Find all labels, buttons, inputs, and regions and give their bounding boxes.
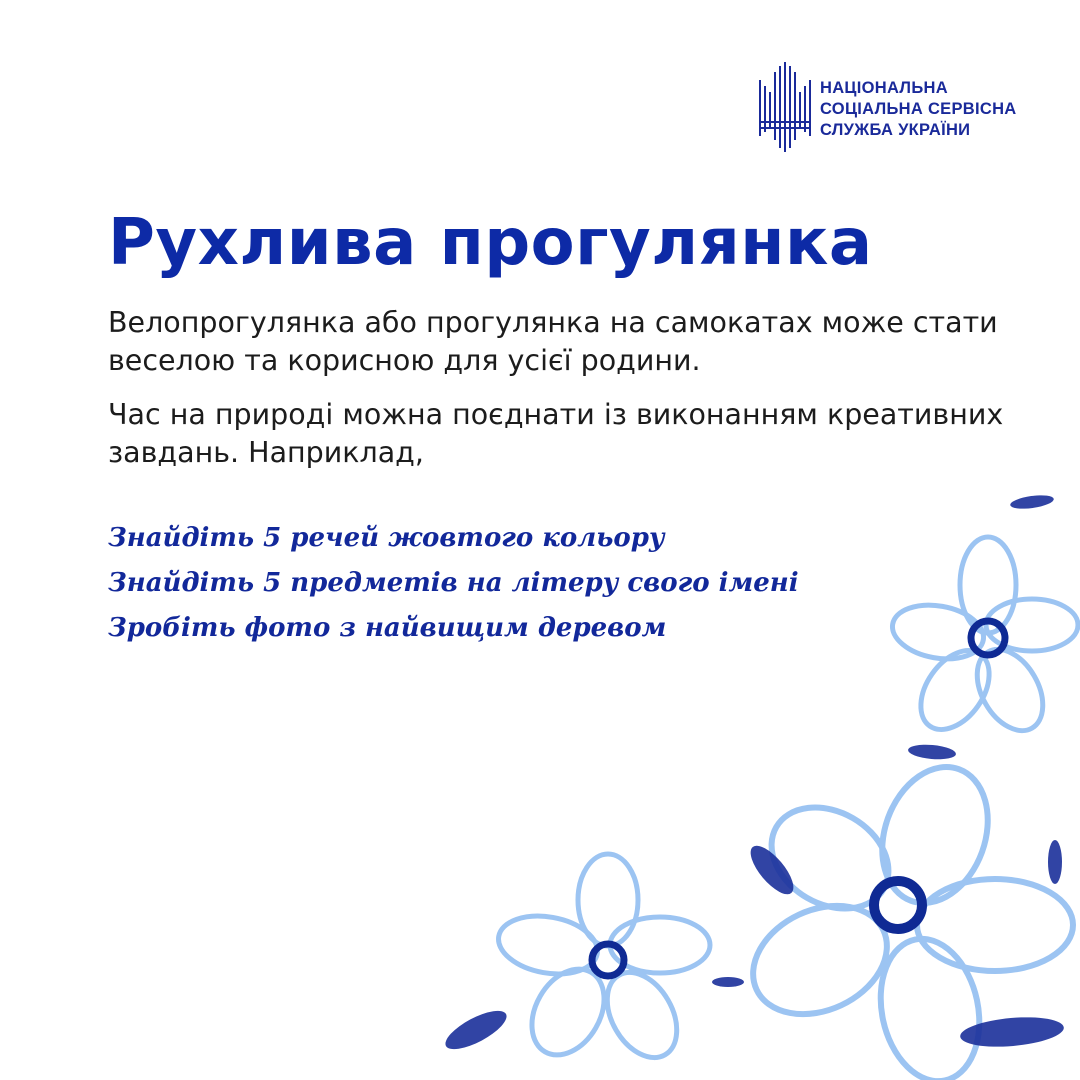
big-flower-icon bbox=[735, 752, 1073, 1080]
task-item-yellow: Знайдіть 5 речей жовтого кольору bbox=[108, 523, 665, 553]
logo-line-3: СЛУЖБА УКРАЇНИ bbox=[820, 121, 971, 139]
task-item-letter: Знайдіть 5 предметів на літеру свого імені bbox=[108, 568, 799, 598]
intro-paragraph: Велопрогулянка або прогулянка на самокатах може стати веселою та корисною для усієї родини. bbox=[108, 306, 998, 377]
bottom-left-flower-icon bbox=[494, 854, 710, 1070]
logo-line-1: НАЦІОНАЛЬНА bbox=[820, 79, 948, 97]
tasks-intro-paragraph: Час на природі можна поєднати із виконанням креативних завдань. Наприклад, bbox=[108, 398, 1004, 469]
page-title: Рухлива прогулянка bbox=[108, 206, 873, 280]
logo-line-2: СОЦІАЛЬНА СЕРВІСНА bbox=[820, 100, 1017, 118]
task-list bbox=[108, 516, 1008, 651]
trident-logo-icon bbox=[756, 62, 814, 152]
logo bbox=[756, 62, 1056, 154]
logo-text bbox=[820, 78, 1017, 141]
task-item-tree-photo: Зробіть фото з найвищим деревом bbox=[108, 613, 667, 643]
